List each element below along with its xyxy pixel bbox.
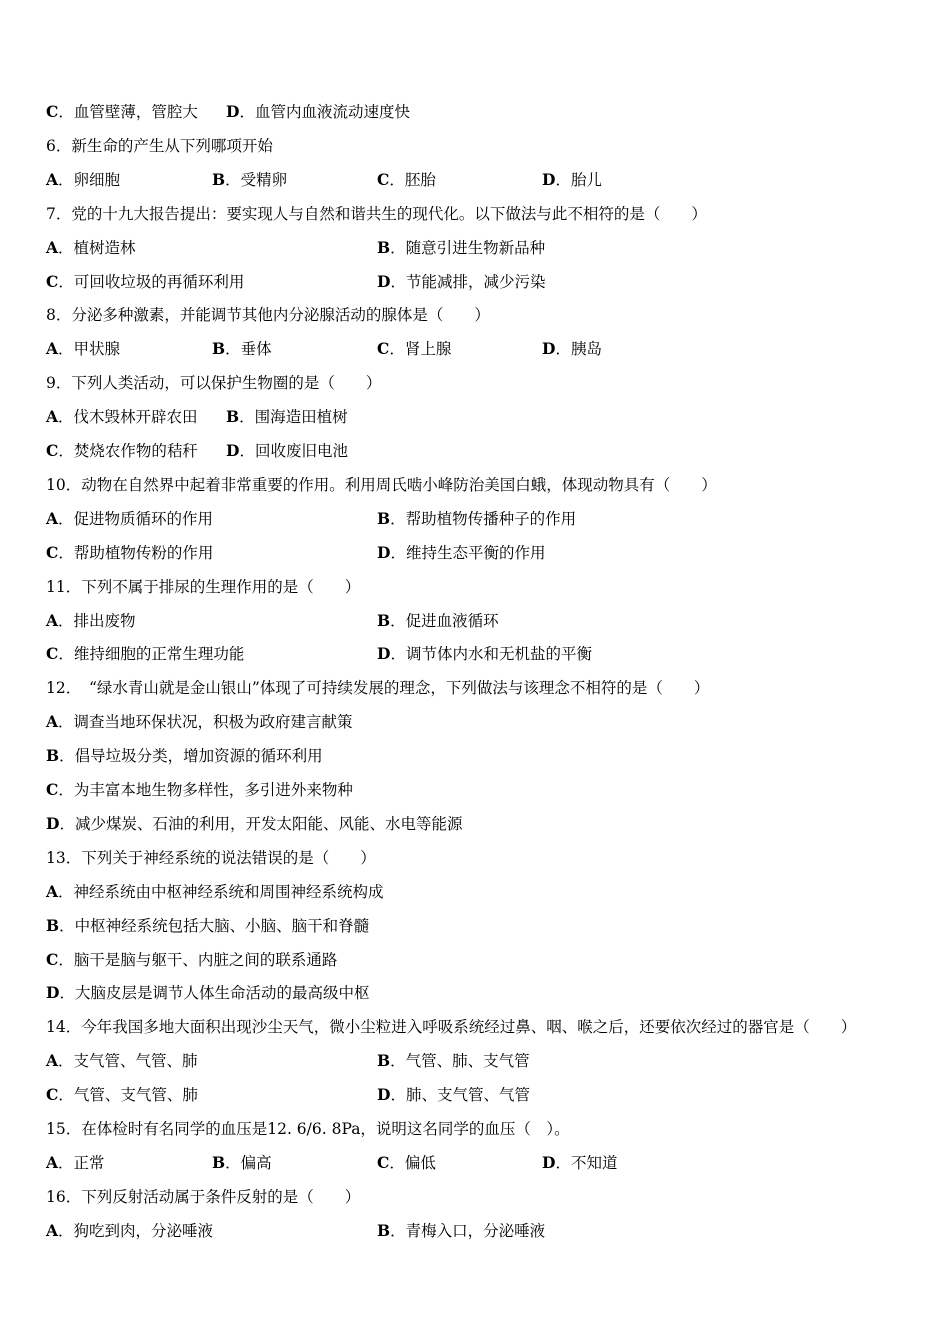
answer-option [377,1153,436,1173]
option-text: ．垂体 [225,340,272,358]
option-letter: A [46,882,59,901]
option-row [46,983,926,1003]
answer-option [46,238,136,258]
option-text: ．卵细胞 [58,171,121,189]
option-text: ．青梅入口，分泌唾液 [390,1222,546,1240]
answer-option [542,339,602,359]
question-stem: 16．下列反射活动属于条件反射的是（ ） [46,1188,361,1206]
option-letter: C [46,644,59,663]
answer-option [226,441,348,461]
question-stem: 15．在体检时有名同学的血压是12. 6/6. 8Pa，说明这名同学的血压（ ）。 [46,1120,570,1138]
option-letter: C [46,441,59,460]
answer-option [46,780,353,800]
option-row [46,1085,926,1105]
answer-option [46,611,136,631]
option-letter: B [212,170,226,189]
option-row [46,407,926,427]
answer-option [377,1051,530,1071]
option-row [46,1153,926,1173]
option-row [46,882,926,902]
option-row [46,950,926,970]
option-text: ．可回收垃圾的再循环利用 [58,273,245,291]
option-letter: A [46,238,59,257]
option-letter: A [46,407,59,426]
option-text: ．胰岛 [555,340,602,358]
option-text: ．血管壁薄，管腔大 [58,103,198,121]
option-row [46,1221,926,1241]
answer-option [46,102,198,122]
answer-option [377,1085,530,1105]
answer-option [46,983,369,1003]
answer-option [46,170,120,190]
answer-option [46,272,244,292]
option-letter: C [377,1153,390,1172]
option-letter: D [542,1153,556,1172]
option-row [46,170,926,190]
option-row [46,1051,926,1071]
answer-option [46,1153,105,1173]
option-letter: A [46,712,59,731]
answer-option [46,916,369,936]
option-text: ．排出废物 [58,612,136,630]
option-letter: D [377,272,391,291]
question-stem: 7．党的十九大报告提出：要实现人与自然和谐共生的现代化。以下做法与此不相符的是（ ） [46,205,707,223]
option-letter: B [212,339,226,358]
answer-option [377,509,576,529]
option-letter: C [377,170,390,189]
option-letter: D [226,441,240,460]
option-letter: A [46,611,59,630]
option-row [46,916,926,936]
option-letter: B [46,746,60,765]
option-text: ．脑干是脑与躯干、内脏之间的联系通路 [58,951,338,969]
option-letter: C [46,102,59,121]
option-row [46,644,926,664]
answer-option [46,339,120,359]
option-row [46,814,926,834]
option-text: ．狗吃到肉，分泌唾液 [58,1222,214,1240]
answer-option [46,509,213,529]
option-letter: D [226,102,240,121]
option-letter: A [46,509,59,528]
option-text: ．气管、肺、支气管 [390,1052,530,1070]
question-stem: 13．下列关于神经系统的说法错误的是（ ） [46,849,376,867]
answer-option [46,882,384,902]
question-stem: 14．今年我国多地大面积出现沙尘天气，微小尘粒进入呼吸系统经过鼻、咽、喉之后，还要依次经过的器官是（ ） [46,1018,857,1036]
option-text: ．为丰富本地生物多样性，多引进外来物种 [58,781,353,799]
option-text: ．甲状腺 [58,340,121,358]
question-stem: 8．分泌多种激素，并能调节其他内分泌腺活动的腺体是（ ） [46,306,490,324]
answer-option [377,611,499,631]
answer-option [377,170,436,190]
answer-option [377,238,545,258]
answer-option [46,814,462,834]
answer-option [542,170,602,190]
option-text: ．不知道 [555,1154,618,1172]
answer-option [46,950,337,970]
answer-option [377,339,451,359]
option-letter: D [377,644,391,663]
option-text: ．偏高 [225,1154,272,1172]
answer-option [226,407,348,427]
question-stem: 12． “绿水青山就是金山银山”体现了可持续发展的理念，下列做法与该理念不相符的是（ ） [46,679,710,697]
option-letter: C [46,950,59,969]
option-text: ．肾上腺 [389,340,452,358]
option-text: ．焚烧农作物的秸秆 [58,442,198,460]
answer-option [46,543,213,563]
option-row [46,339,926,359]
option-text: ．调查当地环保状况，积极为政府建言献策 [58,713,353,731]
option-text: ．随意引进生物新品种 [390,239,546,257]
option-letter: C [46,780,59,799]
option-letter: B [377,238,391,257]
option-letter: D [46,814,60,833]
option-text: ．帮助植物传粉的作用 [58,544,214,562]
answer-option [46,1221,213,1241]
option-row [46,509,926,529]
option-text: ．帮助植物传播种子的作用 [390,510,577,528]
option-letter: C [377,339,390,358]
answer-option [46,746,323,766]
option-text: ．神经系统由中枢神经系统和周围神经系统构成 [58,883,384,901]
option-row [46,102,926,122]
option-row [46,238,926,258]
question-stem: 10．动物在自然界中起着非常重要的作用。利用周氏啮小峰防治美国白蛾，体现动物具有（ ） [46,476,717,494]
option-text: ．血管内血液流动速度快 [239,103,410,121]
option-letter: D [542,339,556,358]
answer-option [46,712,353,732]
option-text: ．支气管、气管、肺 [58,1052,198,1070]
option-row [46,712,926,732]
option-text: ．肺、支气管、气管 [390,1086,530,1104]
answer-option [46,644,244,664]
option-letter: C [46,272,59,291]
option-letter: B [212,1153,226,1172]
option-text: ．中枢神经系统包括大脑、小脑、脑干和脊髓 [59,917,370,935]
option-letter: A [46,1153,59,1172]
answer-option [377,543,545,563]
option-letter: B [377,509,391,528]
option-letter: A [46,1051,59,1070]
answer-option [46,1085,198,1105]
option-letter: C [46,1085,59,1104]
answer-option [212,339,272,359]
question-stem: 9．下列人类活动，可以保护生物圈的是（ ） [46,374,382,392]
option-text: ．正常 [58,1154,105,1172]
option-text: ．气管、支气管、肺 [58,1086,198,1104]
option-text: ．维持生态平衡的作用 [390,544,546,562]
option-letter: C [46,543,59,562]
question-stem: 6．新生命的产生从下列哪项开始 [46,137,273,155]
option-letter: A [46,339,59,358]
answer-option [377,644,592,664]
answer-option [377,272,545,292]
option-text: ．促进血液循环 [390,612,499,630]
option-text: ．大脑皮层是调节人体生命活动的最高级中枢 [59,984,370,1002]
option-letter: B [377,611,391,630]
option-text: ．调节体内水和无机盐的平衡 [390,645,592,663]
option-text: ．伐木毁林开辟农田 [58,408,198,426]
option-text: ．受精卵 [225,171,288,189]
option-text: ．回收废旧电池 [239,442,348,460]
option-row [46,780,926,800]
answer-option [542,1153,617,1173]
option-text: ．促进物质循环的作用 [58,510,214,528]
option-letter: A [46,1221,59,1240]
option-letter: D [377,543,391,562]
option-row [46,611,926,631]
option-text: ．维持细胞的正常生理功能 [58,645,245,663]
answer-option [46,441,198,461]
answer-option [212,170,287,190]
option-letter: B [377,1221,391,1240]
option-letter: A [46,170,59,189]
option-row [46,543,926,563]
option-text: ．胎儿 [555,171,602,189]
option-letter: D [542,170,556,189]
option-letter: B [377,1051,391,1070]
question-stem: 11．下列不属于排尿的生理作用的是（ ） [46,578,361,596]
option-text: ．偏低 [389,1154,436,1172]
option-letter: B [226,407,240,426]
option-text: ．胚胎 [389,171,436,189]
option-row [46,441,926,461]
option-text: ．倡导垃圾分类，增加资源的循环利用 [59,747,323,765]
answer-option [377,1221,545,1241]
answer-option [46,1051,198,1071]
answer-option [46,407,198,427]
option-text: ．减少煤炭、石油的利用，开发太阳能、风能、水电等能源 [59,815,463,833]
option-letter: D [46,983,60,1002]
option-text: ．节能减排，减少污染 [390,273,546,291]
answer-option [212,1153,272,1173]
option-text: ．围海造田植树 [239,408,348,426]
option-row [46,272,926,292]
option-text: ．植树造林 [58,239,136,257]
option-letter: B [46,916,60,935]
option-letter: D [377,1085,391,1104]
answer-option [226,102,410,122]
option-row [46,746,926,766]
